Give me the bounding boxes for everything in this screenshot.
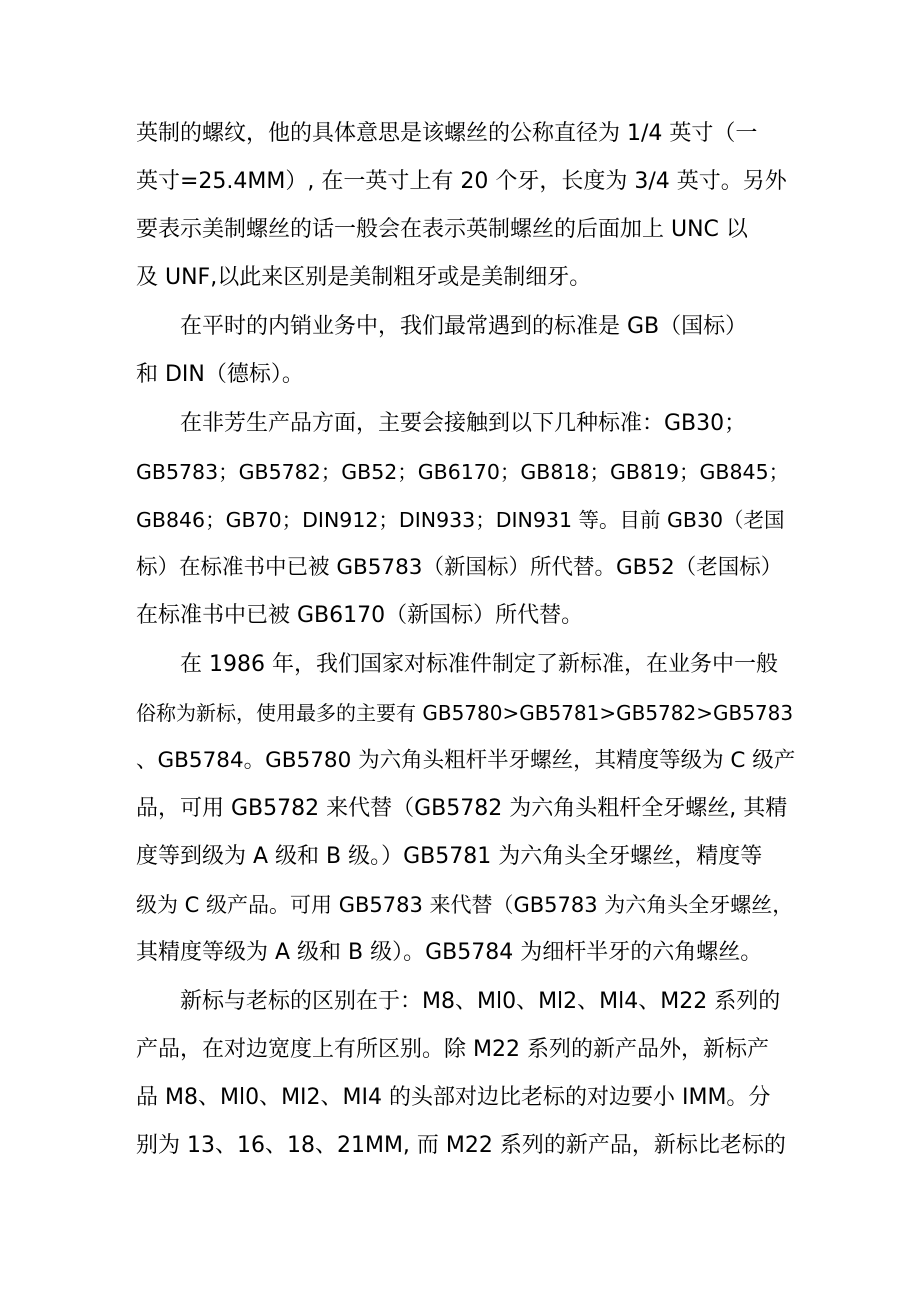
text-line: 产品，在对边宽度上有所区别。除 M22 系列的新产品外，新标产 [136, 1037, 769, 1062]
text-line: 新标与老标的区别在于：M8、Ml0、Ml2、Ml4、M22 系列的 [180, 989, 781, 1014]
text-line: 级为 C 级产品。可用 GB5783 来代替（GB5783 为六角头全牙螺丝， [136, 893, 794, 917]
text-line: 要表示美制螺丝的话一般会在表示英制螺丝的后面加上 UNC 以 [136, 217, 748, 242]
text-line: 及 UNF,以此来区别是美制粗牙或是美制细牙。 [136, 265, 592, 290]
text-line: 在非芳生产品方面，主要会接触到以下几种标准：GB30； [180, 411, 747, 436]
text-line: 标）在标准书中已被 GB5783（新国标）所代替。GB52（老国标） [136, 555, 783, 580]
text-line: 在平时的内销业务中，我们最常遇到的标准是 GB（国标） [180, 314, 748, 339]
text-line: 在 1986 年，我们国家对标准件制定了新标准，在业务中一般 [180, 652, 778, 677]
text-line: 品 M8、Ml0、MI2、MI4 的头部对边比老标的对边要小 IMM。分 [136, 1085, 771, 1110]
text-line: GB5783；GB5782；GB52；GB6170；GB818；GB819；GB845； [136, 460, 790, 484]
text-line: 俗称为新标，使用最多的主要有 GB5780>GB5781>GB5782>GB5783 [136, 701, 794, 725]
text-line: 和 DIN（德标）。 [136, 362, 304, 387]
text-line: GB846；GB70；DIN912；DIN933；DIN931 等。目前 GB30（老国 [136, 508, 785, 532]
text-line: 英制的螺纹，他的具体意思是该螺丝的公称直径为 1/4 英寸（一 [136, 121, 758, 146]
text-line: 品，可用 GB5782 来代替（GB5782 为六角头粗杆全牙螺丝, 其精 [136, 796, 788, 821]
text-line: 别为 13、16、18、21MM, 而 M22 系列的新产品，新标比老标的 [136, 1133, 786, 1158]
text-line: 、GB5784。GB5780 为六角头粗杆半牙螺丝，其精度等级为 C 级产 [136, 748, 796, 773]
text-line: 英寸=25.4MM）, 在一英寸上有 20 个牙，长度为 3/4 英寸。另外 [136, 169, 787, 194]
text-line: 在标准书中已被 GB6170（新国标）所代替。 [136, 603, 584, 628]
text-line: 度等到级为 A 级和 B 级。）GB5781 为六角头全牙螺丝，精度等 [136, 844, 763, 869]
text-line: 其精度等级为 A 级和 B 级）。GB5784 为细杆半牙的六角螺丝。 [136, 940, 763, 965]
